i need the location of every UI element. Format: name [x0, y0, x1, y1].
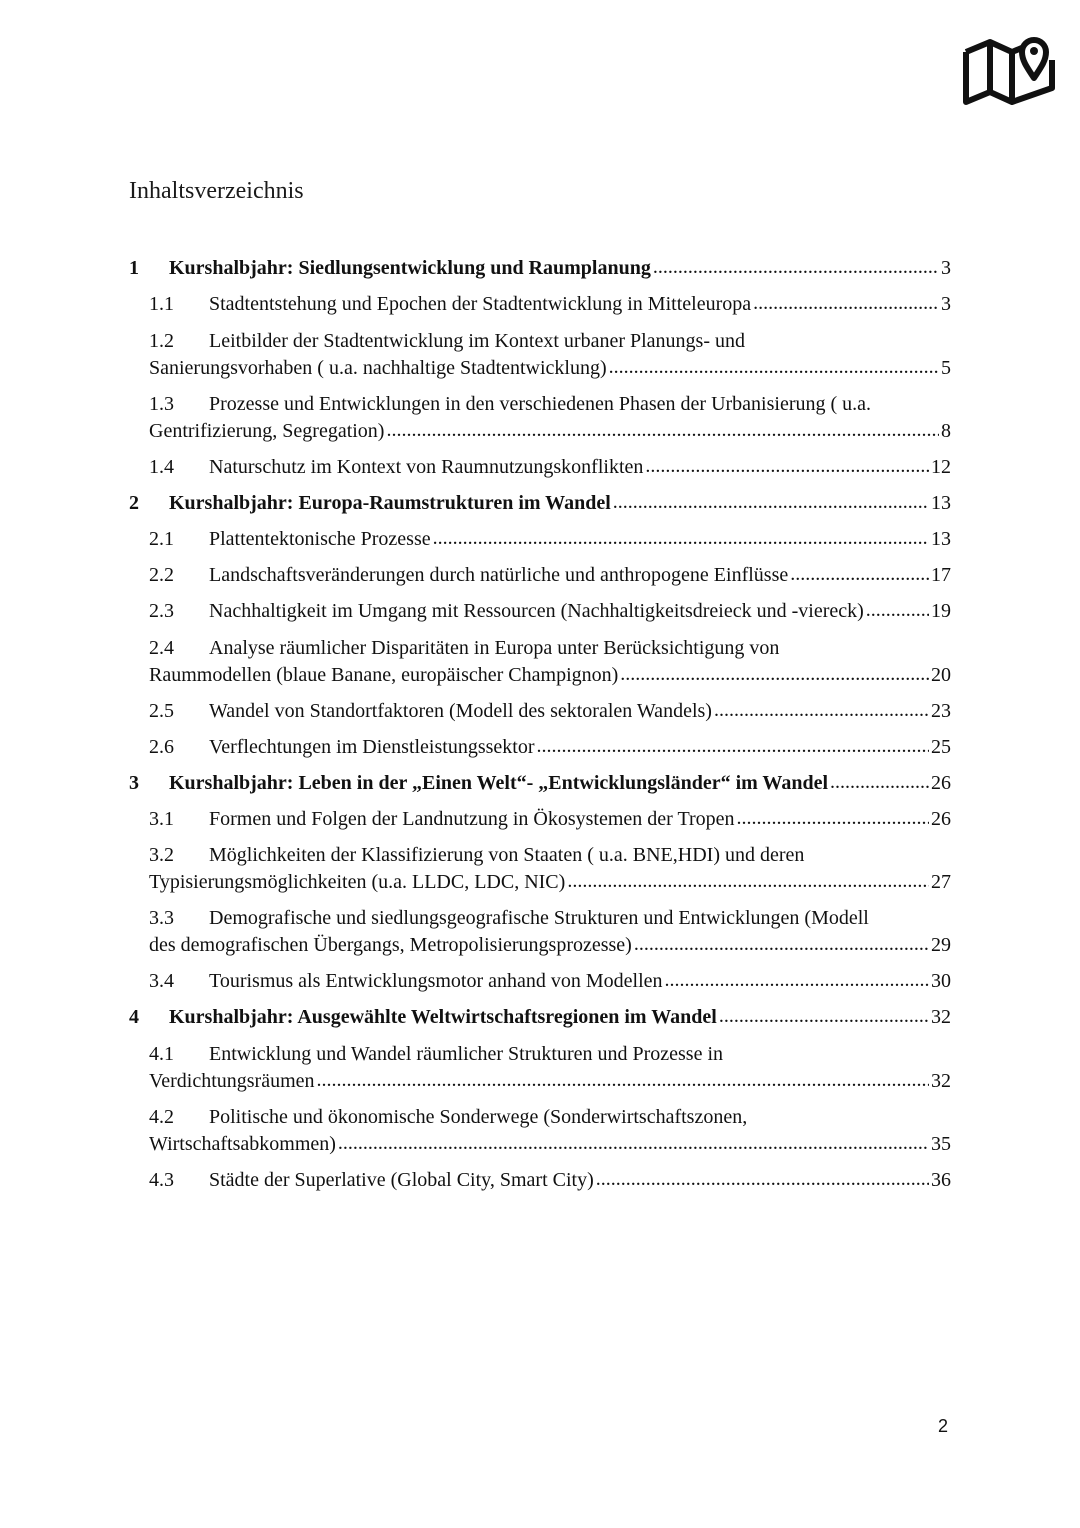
toc-number: 4.1	[149, 1043, 174, 1065]
toc-section[interactable]	[0, 842, 1080, 896]
toc-title: Stadtentstehung und Epochen der Stadtentwicklung in Mitteleuropa	[209, 293, 752, 315]
toc-page-number: 27	[931, 871, 951, 893]
toc-title: Raummodellen (blaue Banane, europäischer Champignon)	[149, 664, 619, 686]
toc-number: 2.4	[149, 637, 174, 659]
toc-title: Wirtschaftsabkommen)	[149, 1133, 336, 1155]
toc-section[interactable]	[0, 1104, 1080, 1158]
toc-section[interactable]	[0, 635, 1080, 689]
toc-title: Verflechtungen im Dienstleistungssektor	[209, 736, 535, 758]
toc-section[interactable]	[0, 734, 1080, 761]
toc-page-number: 23	[931, 700, 951, 722]
toc-section[interactable]	[0, 526, 1080, 553]
dot-leader	[665, 967, 929, 994]
toc-section[interactable]	[0, 391, 1080, 445]
toc-page-number: 25	[931, 736, 951, 758]
dot-leader	[753, 290, 939, 317]
toc-chapter[interactable]	[0, 1004, 1080, 1031]
dot-leader	[653, 254, 939, 281]
toc-section[interactable]	[0, 562, 1080, 589]
toc-title: Formen und Folgen der Landnutzung in Ökosystemen der Tropen	[209, 808, 735, 830]
dot-leader	[596, 1166, 929, 1193]
toc-page-number: 17	[931, 564, 951, 586]
toc-title: des demografischen Übergangs, Metropolisierungsprozesse)	[149, 934, 632, 956]
dot-leader	[714, 697, 929, 724]
toc-title: Plattentektonische Prozesse	[209, 528, 431, 550]
toc-page-number: 26	[931, 808, 951, 830]
toc-number: 1.2	[149, 330, 174, 352]
dot-leader	[386, 417, 939, 444]
toc-number: 3.2	[149, 844, 174, 866]
dot-leader	[737, 805, 930, 832]
toc-title: Prozesse und Entwicklungen in den verschiedenen Phasen der Urbanisierung ( u.a.	[209, 393, 872, 415]
dot-leader	[866, 597, 929, 624]
toc-number: 1.1	[149, 293, 174, 315]
toc-title: Gentrifizierung, Segregation)	[149, 420, 385, 442]
toc-title: Leitbilder der Stadtentwicklung im Kontext urbaner Planungs- und	[209, 330, 745, 352]
map-pin-icon	[962, 30, 1056, 106]
toc-section[interactable]	[0, 806, 1080, 833]
toc-number: 4.3	[149, 1169, 174, 1191]
toc-chapter[interactable]	[0, 255, 1080, 282]
toc-number: 3.4	[149, 970, 174, 992]
toc-title: Kurshalbjahr: Leben in der „Einen Welt“- „Entwicklungsländer“ im Wandel	[169, 772, 829, 794]
toc-number: 2.5	[149, 700, 174, 722]
dot-leader	[338, 1130, 929, 1157]
dot-leader	[634, 931, 929, 958]
toc-title: Analyse räumlicher Disparitäten in Europa unter Berücksichtigung von	[209, 637, 780, 659]
toc-number: 3.1	[149, 808, 174, 830]
toc-title: Wandel von Standortfaktoren (Modell des sektoralen Wandels)	[209, 700, 712, 722]
toc-title: Städte der Superlative (Global City, Smart City)	[209, 1169, 594, 1191]
toc-page-number: 30	[931, 970, 951, 992]
toc-number: 4.2	[149, 1106, 174, 1128]
dot-leader	[609, 354, 939, 381]
toc-title: Tourismus als Entwicklungsmotor anhand von Modellen	[209, 970, 663, 992]
toc-page-number: 13	[931, 492, 951, 514]
toc-title: Demografische und siedlungsgeografische Strukturen und Entwicklungen (Modell	[209, 907, 869, 929]
toc-title: Kurshalbjahr: Europa-Raumstrukturen im Wandel	[169, 492, 611, 514]
toc-page-number: 3	[941, 257, 951, 279]
dot-leader	[433, 525, 929, 552]
toc-chapter[interactable]	[0, 770, 1080, 797]
toc-page-number: 12	[931, 456, 951, 478]
toc-title: Landschaftsveränderungen durch natürliche und anthropogene Einflüsse	[209, 564, 789, 586]
toc-title: Kurshalbjahr: Siedlungsentwicklung und Raumplanung	[169, 257, 651, 279]
page-title: Inhaltsverzeichnis	[129, 178, 304, 204]
toc-section[interactable]	[0, 1167, 1080, 1194]
toc-title: Verdichtungsräumen	[149, 1070, 315, 1092]
toc-section[interactable]	[0, 698, 1080, 725]
toc-number: 3.3	[149, 907, 174, 929]
toc-page-number: 13	[931, 528, 951, 550]
dot-leader	[317, 1067, 929, 1094]
toc-title: Typisierungsmöglichkeiten (u.a. LLDC, LDC, NIC)	[149, 871, 566, 893]
toc-page-number: 19	[931, 600, 951, 622]
toc-section[interactable]	[0, 905, 1080, 959]
toc-number: 1.4	[149, 456, 174, 478]
toc-page-number: 29	[931, 934, 951, 956]
toc-page-number: 36	[931, 1169, 951, 1191]
toc-title: Kurshalbjahr: Ausgewählte Weltwirtschaftsregionen im Wandel	[169, 1006, 717, 1028]
dot-leader	[567, 868, 929, 895]
dot-leader	[790, 561, 929, 588]
dot-leader	[613, 489, 929, 516]
toc-section[interactable]	[0, 968, 1080, 995]
toc-page-number: 3	[941, 293, 951, 315]
toc-number: 2.6	[149, 736, 174, 758]
dot-leader	[830, 769, 929, 796]
toc-title: Naturschutz im Kontext von Raumnutzungskonflikten	[209, 456, 644, 478]
toc-number: 4	[129, 1006, 139, 1028]
toc-number: 2	[129, 492, 139, 514]
toc-page-number: 5	[941, 357, 951, 379]
dot-leader	[719, 1003, 929, 1030]
toc-page-number: 32	[931, 1070, 951, 1092]
toc-page-number: 35	[931, 1133, 951, 1155]
toc-section[interactable]	[0, 1041, 1080, 1095]
toc-number: 1	[129, 257, 139, 279]
toc-section[interactable]	[0, 598, 1080, 625]
toc-section[interactable]	[0, 454, 1080, 481]
toc-chapter[interactable]	[0, 490, 1080, 517]
toc-number: 2.2	[149, 564, 174, 586]
toc-page-number: 8	[941, 420, 951, 442]
toc-number: 2.1	[149, 528, 174, 550]
toc-number: 3	[129, 772, 139, 794]
toc-section[interactable]	[0, 328, 1080, 382]
toc-title: Entwicklung und Wandel räumlicher Strukturen und Prozesse in	[209, 1043, 724, 1065]
dot-leader	[537, 733, 930, 760]
dot-leader	[620, 661, 929, 688]
toc-page-number: 26	[931, 772, 951, 794]
toc-title: Politische und ökonomische Sonderwege (Sonderwirtschaftszonen,	[209, 1106, 748, 1128]
toc-page-number: 20	[931, 664, 951, 686]
toc-title: Sanierungsvorhaben ( u.a. nachhaltige Stadtentwicklung)	[149, 357, 607, 379]
toc-section[interactable]	[0, 291, 1080, 318]
page-number: 2	[938, 1416, 949, 1436]
toc-title: Möglichkeiten der Klassifizierung von Staaten ( u.a. BNE,HDI) und deren	[209, 844, 805, 866]
toc-number: 2.3	[149, 600, 174, 622]
toc-page-number: 32	[931, 1006, 951, 1028]
toc-title: Nachhaltigkeit im Umgang mit Ressourcen (Nachhaltigkeitsdreieck und -viereck)	[209, 600, 864, 622]
dot-leader	[645, 453, 929, 480]
toc-number: 1.3	[149, 393, 174, 415]
